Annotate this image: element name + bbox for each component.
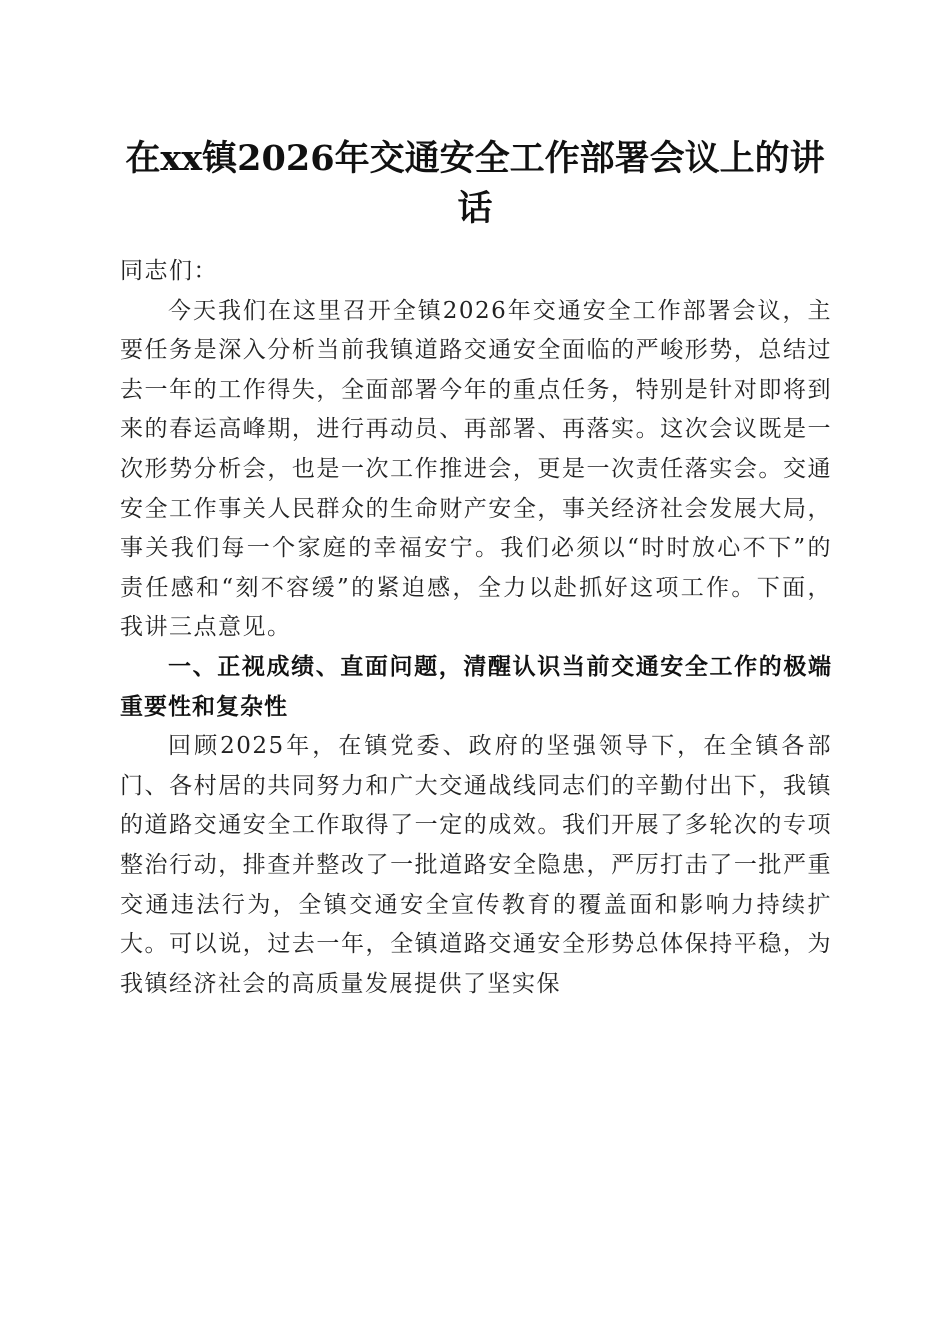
- document-body: [120, 252, 832, 1004]
- document-title: 在xx镇2026年交通安全工作部署会议上的讲话: [125, 138, 825, 229]
- salutation: 同志们：: [120, 258, 218, 284]
- paragraph-review: 回顾2025年，在镇党委、政府的坚强领导下，在全镇各部门、各村居的共同努力和广大交通战线同志们的辛勤付出下，我镇的道路交通安全工作取得了一定的成效。我们开展了多轮次的专项整治行动，排查并整改了一批道路安全隐患，严厉打击了一批严重交通违法行为，全镇交通安全宣传教育的覆盖面和影响力持续扩大。可以说，过去一年，全镇道路交通安全形势总体保持平稳，为我镇经济社会的高质量发展提供了坚实保: [120, 733, 832, 997]
- paragraph-intro: 今天我们在这里召开全镇2026年交通安全工作部署会议，主要任务是深入分析当前我镇道路交通安全面临的严峻形势，总结过去一年的工作得失，全面部署今年的重点任务，特别是针对即将到来的春运高峰期，进行再动员、再部署、再落实。这次会议既是一次形势分析会，也是一次工作推进会，更是一次责任落实会。交通安全工作事关人民群众的生命财产安全，事关经济社会发展大局，事关我们每一个家庭的幸福安宁。我们必须以“时时放心不下”的责任感和“刻不容缓”的紧迫感，全力以赴抓好这项工作。下面，我讲三点意见。: [120, 297, 832, 641]
- section-heading-1: 一、正视成绩、直面问题，清醒认识当前交通安全工作的极端重要性和复杂性: [120, 653, 832, 720]
